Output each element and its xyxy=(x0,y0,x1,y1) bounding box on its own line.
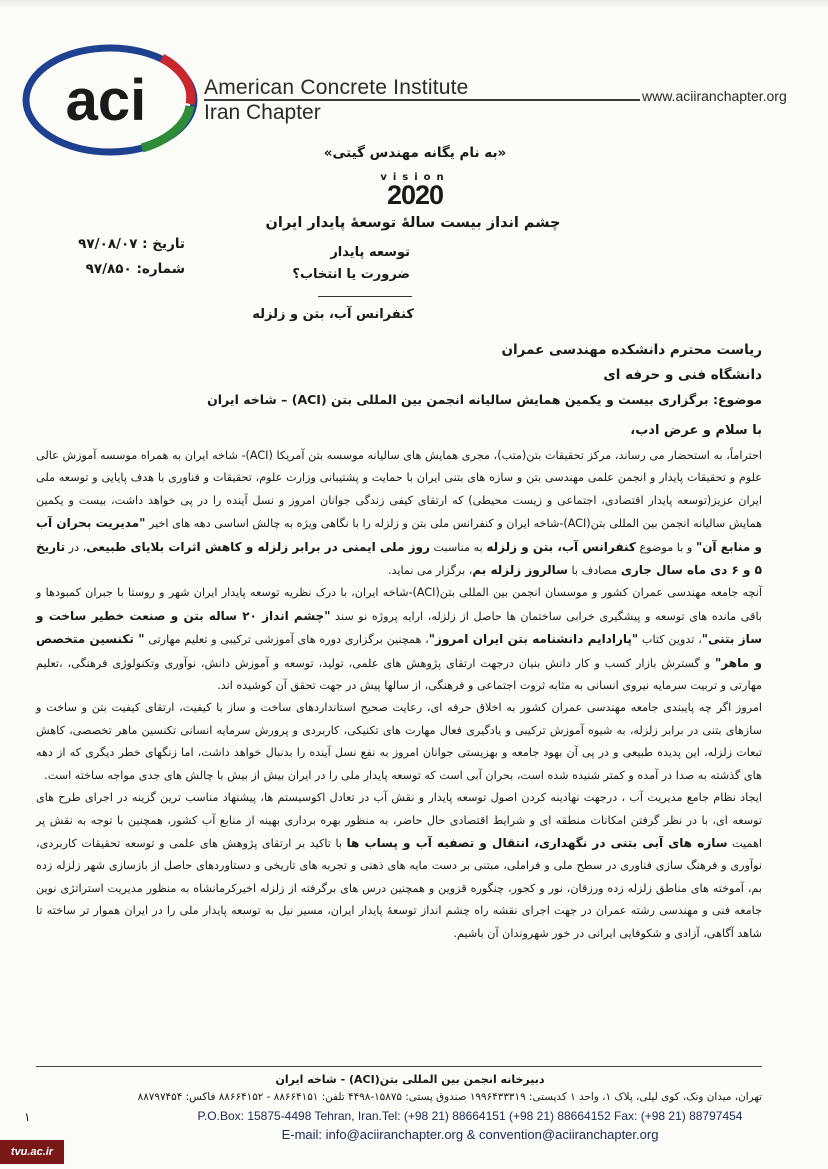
p4-emphasis-water-structures: سازه های آبی بتنی در نگهداری، انتقال و تصفیه آب و پساب ها xyxy=(346,835,728,850)
p1-text: ، در xyxy=(65,540,87,554)
paragraph-4 xyxy=(36,787,762,945)
p1-text: ، برگزار می نماید. xyxy=(387,564,473,578)
footer-contact: P.O.Box: 15875-4498 Tehran, Iran.Tel: (+98 21) 88664151 (+98 21) 88664152 Fax: (+98 21) 88797454 xyxy=(197,1109,743,1123)
footer-address: تهران، میدان ونک، کوی لیلی، پلاک ۱، واحد ۱ کدپستی: ۱۹۹۶۴۳۳۳۱۹ صندوق پستی: ۱۵۸۷۵-۴۴۹۸ تلفن: ۸۸۶۶۴۱۵۱ - ۸۸۶۶۴۱۵۲ فاکس: ۸۸۷۹۷۴۵۴ xyxy=(137,1091,762,1103)
subtitle-question: ضرورت یا انتخاب؟ xyxy=(292,267,410,282)
website-link[interactable]: www.aciiranchapter.org xyxy=(642,88,787,104)
conference-title: کنفرانس آب، بتن و زلزله xyxy=(252,307,414,322)
invocation: «به نام یگانه مهندس گیتی» xyxy=(323,145,507,161)
vision-year: 2020 xyxy=(386,180,444,210)
letter-body xyxy=(36,445,762,945)
p1-emphasis-bam: سالروز زلزله بم xyxy=(472,563,568,578)
subtitle-sustainable-development: توسعه پایدار xyxy=(330,245,410,260)
p2-text: ، تدوین کتاب xyxy=(638,633,702,647)
p1-emphasis-conference: کنفرانس آب، بتن و زلزله xyxy=(486,539,636,554)
vision-title: چشم انداز بیست سالهٔ توسعهٔ پایدار ایران xyxy=(265,215,561,231)
p4-text: ایجاد نظام جامع مدیریت آب ، درجهت نهادینه کردن اصول توسعه پایدار و نقش آب در تعادل اکوسیستم ها، پیشنهاد مناسب ترین گزینه در اجرای طرح های توسعه ای، با در نظر گرفتن امکانات منطقه ای و شرایط اقتصادی حال حاضر، به منظور بهره برداری بهینه از منابع آب کشور، همچنین با توجه به نقش پر اهمیت xyxy=(36,791,763,850)
letter-number: شماره: ۹۷/۸۵۰ xyxy=(85,261,185,277)
addressee-line-1: ریاست محترم دانشکده مهندسی عمران xyxy=(501,342,762,358)
footer-rule xyxy=(36,1066,762,1067)
scan-edge xyxy=(0,0,828,8)
p1-emphasis-safety-day: روز ملی ایمنی در برابر زلزله و کاهش اثرات بلایای طبیعی xyxy=(86,539,430,554)
p1-emphasis-crisis: "مدیریت بحران آب و منابع آن" xyxy=(36,516,762,554)
p2-emphasis-vision: "چشم انداز ۲۰ ساله بتن و صنعت خطیر ساخت و ساز بتنی" xyxy=(36,608,762,647)
letter-date: تاریخ : ۹۷/۰۸/۰۷ xyxy=(78,236,185,252)
p1-text: احتراماً، به استحضار می رساند، مرکز تحقیقات بتن(متب)، مجری همایش های سالیانه موسسه بتن آمریکا (ACI)- شاخه ایران به همراه موسسه آموزش عالی علوم و تحقیقات پایدار و انجمن علمی مهندسی بتن و سازه های بتنی ایران با حمایت و پشتیبانی وزارت علوم، تحقیقات و فناوری با هدف پایایی و توسعه ملی ایران عزیز(توسعه پایدار اقتصادی، اجتماعی و زیست محیطی) که ارتقای کیفی زندگی جوانان امروز و نسل آینده را در پی خواهد داشت، بیست و یکمین همایش سالیانه انجمن بین المللی بتن(ACI)-شاخه ایران و کنفرانس ملی بتن و زلزله را با نگاهی ویژه به چالش اساسی دهه های اخیر xyxy=(36,449,762,531)
addressee-line-2: دانشگاه فنی و حرفه ای xyxy=(603,367,762,383)
vision-word: vision xyxy=(380,172,450,183)
subject-line: موضوع: برگزاری بیست و یکمین همایش سالیانه انجمن بین المللی بتن (ACI) – شاخه ایران xyxy=(207,392,762,407)
p2-emphasis-book: "پارادایم دانشنامه بتن ایران امروز" xyxy=(428,632,639,647)
paragraph-1 xyxy=(36,445,762,582)
greeting: با سلام و عرض ادب، xyxy=(630,423,762,438)
footer-office: دبیرخانه انجمن بین المللی بتن(ACI) - شاخه ایران xyxy=(275,1073,545,1086)
title-divider xyxy=(318,296,412,297)
p2-text: و گسترش بازار کسب و کار دانش بنیان درجهت ارتقای پژوهش های علمی، تولید، توسعه و آموزش دانش، نوآوری وتکنولوژی فرهنگی، ،تعلیم مهارتی و تربیت سرمایه نیروی انسانی به مثابه ثروت اجتماعی و فرهنگی، از سالها پیش در جهت تحقق آن کوشیده اند. xyxy=(36,656,762,693)
site-stamp: tvu.ac.ir xyxy=(0,1140,64,1164)
p4-text: با تاکید بر ارتقای پژوهش های علمی و توسعه تحقیقات کاربردی، نوآوری و فرهنگ سازی فناوری در سطح ملی و فراملی، مبتنی بر دست مایه های ذهنی و تجربه های تاریخی و دستاوردهای حاصل از بازسازی شهر زلزله زده بم، آموخته های مناطق زلزله زده ورزقان، نور و کجور، چنگوره قزوین و همچنین درس های برگرفته از زلزله اخیرکرمانشاه به منظور مدیریت استراتژی نوین جامعه فنی و مهندسی رشته عمران در جهت اجرای نقشه راه چشم انداز توسعهٔ پایدار ایران، مسیر نیل به توسعه پایدار ملی را در ایران هموار تر ساخته تا شاهد آگاهی، آزادی و شکوفایی ایرانی در خور شهروندان آن باشیم. xyxy=(36,836,762,940)
footer-email[interactable]: E-mail: info@aciiranchapter.org & convention@aciiranchapter.org xyxy=(281,1127,659,1142)
page-number: ۱ xyxy=(24,1110,31,1124)
p2-emphasis-technician: " تکنسین متخصص و ماهر" xyxy=(36,632,762,670)
paragraph-2 xyxy=(36,582,762,697)
p1-emphasis-date: تاریخ ۵ و ۶ دی ماه سال جاری xyxy=(36,539,762,578)
p2-text: ، همچنین برگزاری دوره های آموزشی ترکیبی و تعلیم مهارتی xyxy=(144,633,429,647)
p1-text: و با موضوع xyxy=(635,540,696,554)
org-name: American Concrete Institute xyxy=(204,76,469,99)
org-subtitle: Iran Chapter xyxy=(204,101,321,124)
p2-text: آنچه جامعه مهندسی عمران کشور و موسسان انجمن بین المللی بتن(ACI)-شاخه ایران، با درک نظریه توسعه پایدار ایران شهر و روستا با جبران کمبودها و باقی مانده های توسعه و پیشگیری خرابی ساختمان ها حاصل از زلزله، ارایه پروژه نو سند xyxy=(36,586,762,623)
p1-text: مصادف با xyxy=(567,564,621,578)
p1-text: به مناسبت xyxy=(429,540,487,554)
logo-wordmark: aci xyxy=(65,68,147,133)
paragraph-3: امروز اگر چه پایبندی جامعه مهندسی عمران کشور به اخلاق حرفه ای، رعایت صحیح استانداردهای ساخت و ساز با کیفیت، ارتقای کیفیت بتن و ساخت و سازهای بتنی در برابر زلزله، به شیوه آموزش ترکیبی و یادگیری فعال مهارت های تکنیکی، کاربردی و پرورش سرمایه انسانی تکنسین ماهر تخصصی، کاهش تبعات زلزله، این پدیده طبیعی و در پی آن بهود جامعه و بهزیستی جوانان امروز به نفع نسل آینده را بدنبال خواهد داشت، اما زنگهای خطر دیگری که از دهه های گذشته به صدا در آمده و کمتر شنیده شده است، بحران آبی است که توسعه پایدار ملی را در ایران بیش از بیش با چالش های جدی مواجه ساخته است. xyxy=(36,701,762,782)
aci-logo xyxy=(22,44,198,156)
